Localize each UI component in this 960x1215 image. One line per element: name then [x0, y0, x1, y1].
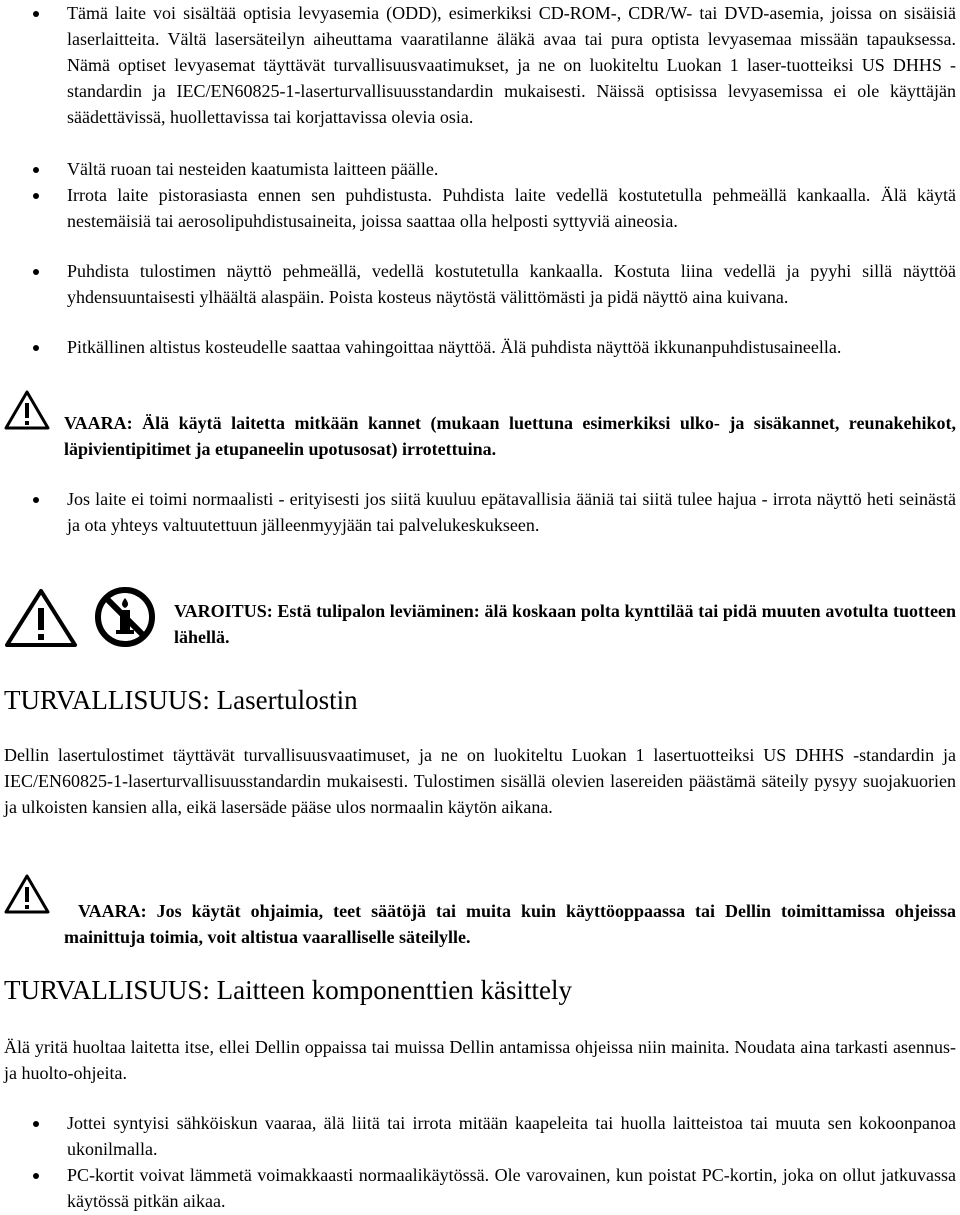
bullet-icon [33, 11, 39, 17]
list-item-text: Jottei syntyisi sähköiskun vaaraa, älä liitä tai irrota mitään kaapeleita tai huolla laitteistoa tai muuta sen kokoonpanoa ukonilmalla. [67, 1113, 956, 1159]
bullet-icon [33, 193, 39, 199]
list-item-text: Puhdista tulostimen näyttö pehmeällä, vedellä kostutetulla kankaalla. Kostuta liina vedellä ja pyyhi sillä näyttöä yhdensuuntaisesti ylhäältä alaspäin. Poista kosteus näytöstä välittömästi ja pidä näyttö aina kuivana. [67, 261, 956, 307]
warning-cover-removed [64, 410, 956, 462]
warning-triangle-icon [4, 874, 50, 914]
list-item-text: Tämä laite voi sisältää optisia levyasemia (ODD), esimerkiksi CD-ROM-, CDR/W- tai DVD-asemia, joissa on sisäisiä laserlaitteita. Vältä lasersäteilyn aiheuttama vaaratilanne äläkä avaa tai pura optista levyasemaa missään tapauksessa. Nämä optiset levyasemat täyttävät turvallisuusvaatimukset, ja ne on luokiteltu Luokan 1 laser-tuotteiksi US DHHS -standardin ja IEC/EN60825-1-laserturvallisuusstandardin mukaisesti. Näissä optisissa levyasemissa ei ole käyttäjän säädettävissä, huollettavissa tai korjattavissa olevia osia. [67, 3, 956, 127]
warning-text: VAARA: Jos käytät ohjaimia, teet säätöjä tai muita kuin käyttöoppaassa tai Dellin toimittamissa ohjeissa mainittuja toimia, voit altistua vaaralliselle säteilylle. [64, 901, 956, 947]
list-item [0, 156, 960, 182]
list-item [0, 258, 960, 310]
warning-triangle-icon [4, 588, 78, 648]
warning-text: VAARA: Älä käytä laitetta mitkään kannet (mukaan luettuna esimerkiksi ulko- ja sisäkannet, reunakehikot, läpivientipitimet ja etupaneelin upotusosat) irrotettuina. [64, 413, 956, 459]
list-item-text: Jos laite ei toimi normaalisti - erityisesti jos siitä kuuluu epätavallisia ääniä tai siitä tulee hajua - irrota näyttö heti seinästä ja ota yhteys valtuutettuun jälleenmyyjään tai palvelukeskukseen. [67, 489, 956, 535]
section-heading-laser: TURVALLISUUS: Lasertulostin [4, 685, 358, 715]
list-item-text: Pitkällinen altistus kosteudelle saattaa vahingoittaa näyttöä. Älä puhdista näyttöä ikkunanpuhdistusaineella. [67, 337, 842, 357]
section-heading-components: TURVALLISUUS: Laitteen komponenttien käsittely [4, 975, 573, 1005]
list-item [0, 0, 960, 130]
list-item [0, 1162, 960, 1214]
bullet-icon [33, 1121, 39, 1127]
list-item [0, 1110, 960, 1162]
no-open-flame-icon [94, 586, 156, 648]
list-item-text: Irrota laite pistorasiasta ennen sen puhdistusta. Puhdista laite vedellä kostutetulla pehmeällä kankaalla. Älä käytä nestemäisiä tai aerosolipuhdistusaineita, joissa saattaa olla helposti syttyviä aineosia. [67, 185, 956, 231]
laser-paragraph [4, 742, 956, 820]
paragraph-text: Älä yritä huoltaa laitetta itse, ellei Dellin oppaissa tai muissa Dellin antamissa ohjeissa niin mainita. Noudata aina tarkasti asennus- ja huolto-ohjeita. [4, 1037, 956, 1083]
bullet-icon [33, 1173, 39, 1179]
warning-laser [64, 898, 956, 950]
list-item [0, 182, 960, 234]
bullet-icon [33, 269, 39, 275]
list-item-text: PC-kortit voivat lämmetä voimakkaasti normaalikäytössä. Ole varovainen, kun poistat PC-kortin, joka on ollut jatkuvassa käytössä pitkän aikaa. [67, 1165, 956, 1211]
warning-triangle-icon [4, 390, 50, 430]
list-item [0, 334, 960, 360]
bullet-icon [33, 345, 39, 351]
warning-text: VAROITUS: Estä tulipalon leviäminen: älä koskaan polta kynttilää tai pidä muuten avotulta tuotteen lähellä. [174, 601, 956, 647]
list-item [0, 486, 960, 538]
warning-fire [174, 598, 956, 650]
components-paragraph [4, 1034, 956, 1086]
bullet-icon [33, 497, 39, 503]
bullet-icon [33, 167, 39, 173]
paragraph-text: Dellin lasertulostimet täyttävät turvallisuusvaatimuset, ja ne on luokiteltu Luokan 1 lasertuotteiksi US DHHS -standardin ja IEC/EN60825-1-laserturvallisuusstandardin mukaisesti. Tulostimen sisällä olevien lasereiden päästämä säteily pysyy suojakuorien ja ulkoisten kansien alla, eikä lasersäde pääse ulos normaalin käytön aikana. [4, 745, 956, 817]
list-item-text: Vältä ruoan tai nesteiden kaatumista laitteen päälle. [67, 159, 439, 179]
